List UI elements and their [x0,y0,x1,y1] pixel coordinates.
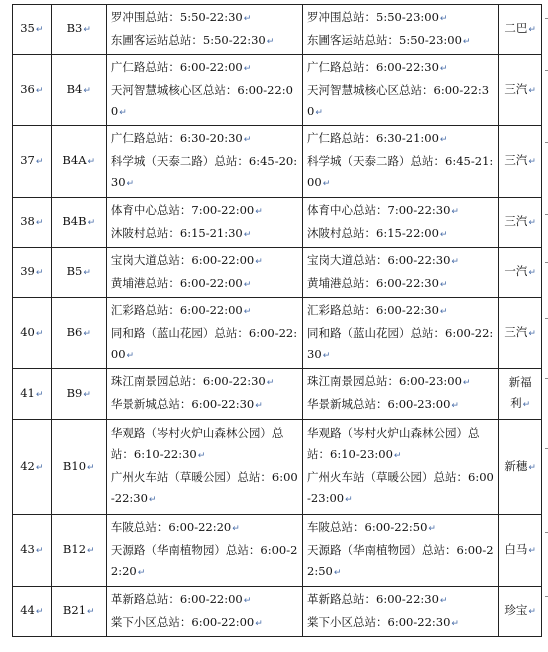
paragraph-mark-icon: ↵ [266,36,275,47]
row-number: 40 [20,324,35,339]
operator-cell [499,126,542,198]
row-number-cell [13,298,52,369]
paragraph-mark-icon: ↵ [528,157,536,167]
paragraph-mark-icon: ↵ [87,157,96,167]
terminal-time-line: 棠下小区总站：6:00-22:00↵ [110,614,263,629]
terminal-time-line: 珠江南景园总站：6:00-22:30↵ [110,374,275,388]
paragraph-mark-icon: ↵ [83,328,91,339]
terminal-time-line: 宝岗大道总站：6:00-22:30↵ [307,252,459,267]
paragraph-mark-icon: ↵ [439,63,448,74]
route-cell [51,587,106,637]
row-number-cell [13,55,52,126]
paragraph-mark-icon: ↵ [322,179,331,189]
row-number: 41 [20,385,35,400]
terminal-time-line: 华观路（岑村火炉山森林公园）总站：6:10-22:30↵ [110,426,284,461]
paragraph-mark-icon: ↵ [243,13,252,24]
paragraph-mark-icon: ↵ [243,63,252,74]
row-number: 39 [20,264,35,278]
operator-cell [499,5,542,55]
paragraph-mark-icon: ↵ [83,268,91,278]
table-row [13,5,542,55]
paragraph-mark-icon: ↵ [243,135,252,145]
row-number-cell [13,5,52,55]
operator-cell [499,515,542,587]
table-row [13,515,542,587]
row-number-cell [13,126,52,198]
paragraph-mark-icon: ↵ [439,595,448,606]
paragraph-mark-icon: ↵ [345,495,353,505]
paragraph-mark-icon: ↵ [428,524,436,534]
terminal-times-cell [303,515,499,587]
terminal-time-line: 同和路（蓝山花园）总站：6:00-22:30↵ [307,325,494,361]
row-number-cell [13,369,52,420]
paragraph-mark-icon: ↵ [266,378,275,388]
terminal-times-cell [106,369,302,420]
row-number-cell [13,248,52,298]
route-cell [51,5,106,55]
paragraph-mark-icon: ↵ [528,607,536,617]
terminal-time-line: 广州火车站（草暖公园）总站：6:00-23:00↵ [307,470,494,505]
terminal-times-cell [303,5,499,55]
paragraph-mark-icon: ↵ [439,279,448,290]
row-number-cell [13,515,52,587]
paragraph-mark-icon: ↵ [87,218,96,228]
table-row [13,298,542,369]
terminal-times-cell [106,126,302,198]
terminal-time-line: 天河智慧城核心区总站：6:00-22:00↵ [110,82,293,118]
terminal-time-line: 华景新城总站：6:00-22:30↵ [110,397,263,411]
paragraph-mark-icon: ↵ [119,107,127,118]
terminal-times-cell [106,198,302,248]
paragraph-mark-icon: ↵ [35,218,44,228]
paragraph-mark-icon: ↵ [87,607,95,617]
terminal-time-line: 宝岗大道总站：6:00-22:00↵ [110,252,263,267]
route-number: B3 [66,21,83,35]
route-number: B4B [62,214,87,228]
row-number-cell [13,587,52,637]
table-row [13,55,542,126]
route-cell [51,248,106,298]
operator-name: 三汽 [504,81,528,96]
paragraph-mark-icon: ↵ [35,389,44,400]
document-page [12,4,542,637]
paragraph-mark-icon: ↵ [528,85,536,96]
operator-name: 白马 [504,542,528,556]
terminal-time-line: 沐陂村总站：6:15-22:00↵ [307,225,448,240]
terminal-time-line: 广仁路总站：6:00-22:30↵ [307,59,448,74]
terminal-time-line: 汇彩路总站：6:00-22:30↵ [307,302,448,317]
terminal-times-cell [303,420,499,515]
route-cell [51,515,106,587]
paragraph-mark-icon: ↵ [528,546,536,556]
terminal-time-line: 革新路总站：6:00-22:00↵ [110,591,252,606]
terminal-time-line: 科学城（天泰二路）总站：6:45-21:00↵ [307,154,494,189]
table-row [13,248,542,298]
paragraph-mark-icon: ↵ [232,524,240,534]
operator-name: 新福利 [508,375,532,410]
route-number: B4A [62,153,87,167]
paragraph-mark-icon: ↵ [148,495,157,505]
operator-name: 三汽 [504,214,528,228]
operator-name: 一汽 [504,264,528,278]
table-row [13,126,542,198]
table-row [13,369,542,420]
route-number: B10 [62,458,87,473]
terminal-times-cell [303,126,499,198]
route-number: B12 [62,542,87,556]
paragraph-mark-icon: ↵ [439,135,448,145]
terminal-times-cell [303,587,499,637]
terminal-time-line: 车陂总站：6:00-22:50↵ [307,520,436,534]
operator-cell [499,369,542,420]
terminal-time-line: 广仁路总站：6:00-22:00↵ [110,59,252,74]
paragraph-mark-icon: ↵ [87,546,95,556]
terminal-time-line: 罗冲围总站：5:50-23:00↵ [307,9,448,24]
route-number: B9 [66,385,83,400]
operator-cell [499,248,542,298]
row-number: 43 [20,542,35,556]
paragraph-mark-icon: ↵ [462,36,471,47]
paragraph-mark-icon: ↵ [528,218,536,228]
paragraph-mark-icon: ↵ [322,350,331,361]
terminal-time-line: 黄埔港总站：6:00-22:00↵ [110,275,252,290]
paragraph-mark-icon: ↵ [35,268,44,278]
paragraph-mark-icon: ↵ [333,568,342,578]
paragraph-mark-icon: ↵ [439,306,448,317]
paragraph-mark-icon: ↵ [35,462,44,473]
paragraph-mark-icon: ↵ [243,279,252,290]
paragraph-mark-icon: ↵ [255,618,263,629]
operator-name: 新穗 [504,458,528,473]
row-number: 36 [20,81,35,96]
paragraph-mark-icon: ↵ [137,568,146,578]
terminal-time-line: 黄埔港总站：6:00-22:30↵ [307,275,448,290]
paragraph-mark-icon: ↵ [462,378,471,388]
terminal-time-line: 广仁路总站：6:30-20:30↵ [110,131,252,145]
terminal-time-line: 广州火车站（草暖公园）总站：6:00-22:30↵ [110,470,298,505]
paragraph-mark-icon: ↵ [528,25,536,35]
row-number: 35 [20,21,35,35]
terminal-times-cell [303,369,499,420]
paragraph-mark-icon: ↵ [451,618,459,629]
table-body [13,5,542,637]
paragraph-mark-icon: ↵ [35,157,44,167]
row-number: 38 [20,214,35,228]
paragraph-mark-icon: ↵ [528,462,536,473]
paragraph-mark-icon: ↵ [451,256,459,267]
paragraph-mark-icon: ↵ [528,328,536,339]
terminal-times-cell [106,248,302,298]
paragraph-mark-icon: ↵ [35,25,44,35]
terminal-times-cell [106,420,302,515]
paragraph-mark-icon: ↵ [243,229,252,240]
paragraph-mark-icon: ↵ [255,206,263,217]
terminal-time-line: 科学城（天泰二路）总站：6:45-20:30↵ [110,154,298,189]
terminal-times-cell [303,198,499,248]
table-row [13,198,542,248]
terminal-time-line: 棠下小区总站：6:00-22:30↵ [307,614,459,629]
terminal-time-line: 天河智慧城核心区总站：6:00-22:30↵ [307,82,490,118]
paragraph-mark-icon: ↵ [126,179,135,189]
operator-cell [499,298,542,369]
terminal-time-line: 体育中心总站：7:00-22:30↵ [307,202,459,217]
paragraph-mark-icon: ↵ [35,546,44,556]
terminal-times-cell [303,248,499,298]
route-number: B5 [66,264,83,278]
terminal-times-cell [106,5,302,55]
operator-name: 二巴 [504,21,528,35]
row-number-cell [13,198,52,248]
terminal-time-line: 东圃客运站总站：5:50-22:30↵ [110,32,275,47]
paragraph-mark-icon: ↵ [35,85,44,96]
operator-name: 珍宝 [504,603,528,617]
paragraph-mark-icon: ↵ [35,328,44,339]
terminal-time-line: 沐陂村总站：6:15-21:30↵ [110,225,252,240]
paragraph-mark-icon: ↵ [439,13,448,24]
row-number: 42 [20,458,35,473]
paragraph-mark-icon: ↵ [522,400,531,410]
operator-cell [499,198,542,248]
terminal-time-line: 汇彩路总站：6:00-22:00↵ [110,302,252,317]
paragraph-mark-icon: ↵ [126,350,135,361]
terminal-time-line: 天源路（华南植物园）总站：6:00-22:20↵ [110,543,298,578]
terminal-times-cell [303,298,499,369]
terminal-time-line: 车陂总站：6:00-22:20↵ [110,520,240,534]
paragraph-mark-icon: ↵ [197,451,206,461]
operator-cell [499,587,542,637]
terminal-times-cell [106,515,302,587]
route-number: B21 [62,603,87,617]
terminal-time-line: 罗冲围总站：5:50-22:30↵ [110,9,252,24]
paragraph-mark-icon: ↵ [87,462,95,473]
route-number: B4 [66,81,83,96]
paragraph-mark-icon: ↵ [35,607,44,617]
paragraph-mark-icon: ↵ [83,25,91,35]
route-cell [51,198,106,248]
route-cell [51,420,106,515]
row-number: 44 [20,603,35,617]
paragraph-mark-icon: ↵ [255,256,263,267]
table-row [13,587,542,637]
paragraph-mark-icon: ↵ [83,389,91,400]
bus-schedule-table [12,4,542,637]
terminal-times-cell [106,587,302,637]
paragraph-mark-icon: ↵ [451,401,459,411]
terminal-time-line: 同和路（蓝山花园）总站：6:00-22:00↵ [110,325,298,361]
operator-cell [499,420,542,515]
route-number: B6 [66,324,83,339]
terminal-times-cell [303,55,499,126]
route-cell [51,126,106,198]
terminal-time-line: 革新路总站：6:00-22:30↵ [307,591,448,606]
terminal-time-line: 华景新城总站：6:00-23:00↵ [307,397,459,411]
terminal-time-line: 天源路（华南植物园）总站：6:00-22:50↵ [307,543,494,578]
paragraph-mark-icon: ↵ [528,268,536,278]
route-cell [51,369,106,420]
paragraph-mark-icon: ↵ [243,306,252,317]
terminal-time-line: 珠江南景园总站：6:00-23:00↵ [307,374,471,388]
terminal-times-cell [106,55,302,126]
paragraph-mark-icon: ↵ [451,206,459,217]
operator-name: 三汽 [504,153,528,167]
terminal-times-cell [106,298,302,369]
terminal-time-line: 华观路（岑村火炉山森林公园）总站：6:10-23:00↵ [307,426,480,461]
row-number-cell [13,420,52,515]
route-cell [51,55,106,126]
terminal-time-line: 体育中心总站：7:00-22:00↵ [110,202,263,217]
terminal-time-line: 广仁路总站：6:30-21:00↵ [307,131,448,145]
paragraph-mark-icon: ↵ [439,229,448,240]
operator-cell [499,55,542,126]
route-cell [51,298,106,369]
row-number: 37 [20,153,35,167]
paragraph-mark-icon: ↵ [243,595,252,606]
terminal-time-line: 东圃客运站总站：5:50-23:00↵ [307,32,471,47]
paragraph-mark-icon: ↵ [315,107,323,118]
paragraph-mark-icon: ↵ [83,85,91,96]
table-row [13,420,542,515]
paragraph-mark-icon: ↵ [255,401,263,411]
operator-name: 三汽 [504,324,528,339]
paragraph-mark-icon: ↵ [393,451,402,461]
